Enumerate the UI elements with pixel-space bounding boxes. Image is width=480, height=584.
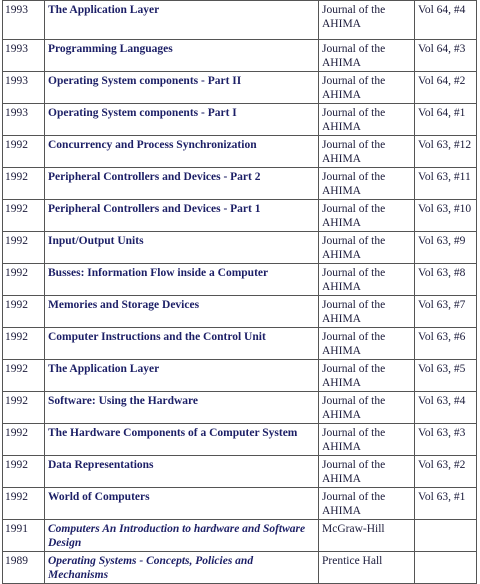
- volume-cell: Vol 63, #1: [415, 488, 477, 520]
- table-row: [3, 456, 477, 488]
- publisher-cell: Journal of the AHIMA: [319, 328, 415, 360]
- table-row: [3, 232, 477, 264]
- title-cell: Operating Systems - Concepts, Policies and Mechanisms: [45, 552, 319, 584]
- volume-cell: Vol 63, #2: [415, 456, 477, 488]
- publications-table: [2, 0, 477, 584]
- volume-cell: Vol 63, #12: [415, 136, 477, 168]
- year-cell: 1992: [3, 488, 45, 520]
- title-cell: Computers An Introduction to hardware and Software Design: [45, 520, 319, 552]
- year-cell: 1992: [3, 200, 45, 232]
- table-row: [3, 264, 477, 296]
- year-cell: 1993: [3, 104, 45, 136]
- year-cell: 1991: [3, 520, 45, 552]
- title-cell: The Application Layer: [45, 360, 319, 392]
- title-cell: Busses: Information Flow inside a Computer: [45, 264, 319, 296]
- table-row: [3, 360, 477, 392]
- publisher-cell: Journal of the AHIMA: [319, 200, 415, 232]
- year-cell: 1993: [3, 40, 45, 72]
- title-cell: Peripheral Controllers and Devices - Part 2: [45, 168, 319, 200]
- year-cell: 1992: [3, 456, 45, 488]
- publisher-cell: Journal of the AHIMA: [319, 232, 415, 264]
- volume-cell: Vol 63, #6: [415, 328, 477, 360]
- table-row: [3, 136, 477, 168]
- title-cell: Programming Languages: [45, 40, 319, 72]
- volume-cell: Vol 63, #9: [415, 232, 477, 264]
- table-row: [3, 72, 477, 104]
- volume-cell: Vol 63, #11: [415, 168, 477, 200]
- table-row: [3, 328, 477, 360]
- year-cell: 1992: [3, 168, 45, 200]
- title-cell: World of Computers: [45, 488, 319, 520]
- volume-cell: Vol 64, #2: [415, 72, 477, 104]
- title-cell: The Hardware Components of a Computer System: [45, 424, 319, 456]
- title-cell: The Application Layer: [45, 1, 319, 40]
- volume-cell: [415, 552, 477, 584]
- publisher-cell: Journal of the AHIMA: [319, 392, 415, 424]
- volume-cell: [415, 520, 477, 552]
- title-cell: Concurrency and Process Synchronization: [45, 136, 319, 168]
- title-cell: Data Representations: [45, 456, 319, 488]
- table-row: [3, 424, 477, 456]
- year-cell: 1992: [3, 328, 45, 360]
- year-cell: 1992: [3, 232, 45, 264]
- year-cell: 1992: [3, 360, 45, 392]
- table-row: [3, 392, 477, 424]
- year-cell: 1993: [3, 1, 45, 40]
- title-cell: Peripheral Controllers and Devices - Part 1: [45, 200, 319, 232]
- publisher-cell: Journal of the AHIMA: [319, 360, 415, 392]
- publisher-cell: Journal of the AHIMA: [319, 104, 415, 136]
- table-row: [3, 200, 477, 232]
- publisher-cell: Journal of the AHIMA: [319, 264, 415, 296]
- publisher-cell: Journal of the AHIMA: [319, 1, 415, 40]
- year-cell: 1993: [3, 72, 45, 104]
- publisher-cell: Journal of the AHIMA: [319, 456, 415, 488]
- volume-cell: Vol 63, #3: [415, 424, 477, 456]
- publisher-cell: Journal of the AHIMA: [319, 40, 415, 72]
- table-row: [3, 520, 477, 552]
- volume-cell: Vol 63, #7: [415, 296, 477, 328]
- table-row: [3, 40, 477, 72]
- publisher-cell: Journal of the AHIMA: [319, 488, 415, 520]
- year-cell: 1992: [3, 392, 45, 424]
- volume-cell: Vol 64, #3: [415, 40, 477, 72]
- title-cell: Operating System components - Part II: [45, 72, 319, 104]
- volume-cell: Vol 64, #1: [415, 104, 477, 136]
- table-row: [3, 1, 477, 40]
- publisher-cell: Journal of the AHIMA: [319, 136, 415, 168]
- title-cell: Operating System components - Part I: [45, 104, 319, 136]
- table-row: [3, 296, 477, 328]
- year-cell: 1992: [3, 424, 45, 456]
- table-row: [3, 488, 477, 520]
- title-cell: Software: Using the Hardware: [45, 392, 319, 424]
- year-cell: 1992: [3, 136, 45, 168]
- volume-cell: Vol 63, #10: [415, 200, 477, 232]
- table-row: [3, 104, 477, 136]
- year-cell: 1989: [3, 552, 45, 584]
- title-cell: Computer Instructions and the Control Unit: [45, 328, 319, 360]
- publisher-cell: Prentice Hall: [319, 552, 415, 584]
- volume-cell: Vol 64, #4: [415, 1, 477, 40]
- publisher-cell: Journal of the AHIMA: [319, 296, 415, 328]
- volume-cell: Vol 63, #4: [415, 392, 477, 424]
- year-cell: 1992: [3, 296, 45, 328]
- publisher-cell: Journal of the AHIMA: [319, 168, 415, 200]
- year-cell: 1992: [3, 264, 45, 296]
- table-row: [3, 168, 477, 200]
- volume-cell: Vol 63, #8: [415, 264, 477, 296]
- publisher-cell: Journal of the AHIMA: [319, 424, 415, 456]
- publisher-cell: Journal of the AHIMA: [319, 72, 415, 104]
- publisher-cell: McGraw-Hill: [319, 520, 415, 552]
- table-row: [3, 552, 477, 584]
- title-cell: Memories and Storage Devices: [45, 296, 319, 328]
- volume-cell: Vol 63, #5: [415, 360, 477, 392]
- title-cell: Input/Output Units: [45, 232, 319, 264]
